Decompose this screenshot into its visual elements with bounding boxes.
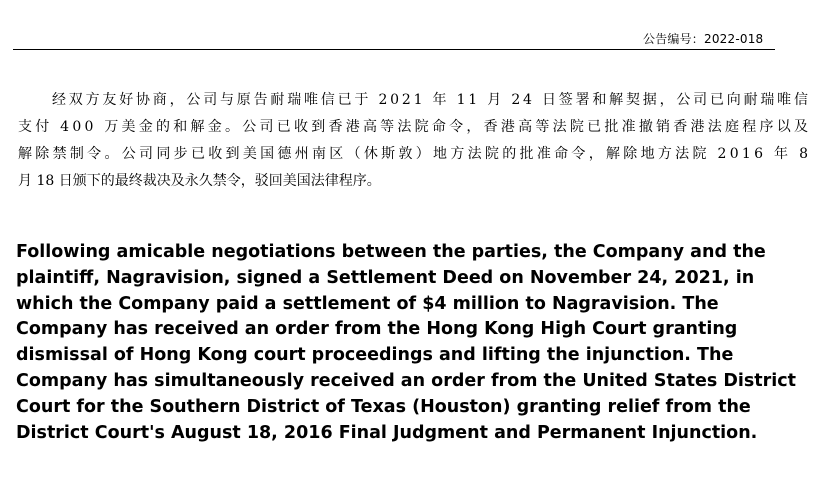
chinese-line: 支付 400 万美金的和解金。公司已收到香港高等法院命令，香港高等法院已批准撤销香港法庭程序以及: [18, 119, 812, 135]
english-line: plaintiff, Nagravision, signed a Settlement Deed on November 24, 2021, in: [16, 267, 755, 288]
chinese-line: 月 18 日颁下的最终裁决及永久禁令，驳回美国法律程序。: [18, 173, 381, 189]
header-rule: [13, 49, 775, 50]
english-line: Following amicable negotiations between the parties, the Company and the: [16, 242, 766, 262]
announcement-number: 公告编号：2022-018: [643, 32, 764, 46]
english-line: Company has simultaneously received an order from the United States District: [16, 370, 797, 391]
english-line: Court for the Southern District of Texas (Houston) granting relief from the: [16, 396, 751, 417]
chinese-paragraph: [18, 87, 812, 195]
english-line: dismissal of Hong Kong court proceedings and lifting the injunction. The: [16, 345, 734, 366]
english-line: District Court's August 18, 2016 Final Judgment and Permanent Injunction.: [16, 422, 758, 443]
english-line: which the Company paid a settlement of $4 million to Nagravision. The: [16, 293, 719, 314]
english-paragraph: [16, 240, 822, 446]
chinese-line: 解除禁制令。公司同步已收到美国德州南区（休斯敦）地方法院的批准命令，解除地方法院 2016 年 8: [18, 146, 812, 162]
english-line: Company has received an order from the Hong Kong High Court granting: [16, 319, 738, 340]
chinese-line: 经双方友好协商，公司与原告耐瑞唯信已于 2021 年 11 月 24 日签署和解契据，公司已向耐瑞唯信: [52, 92, 811, 108]
